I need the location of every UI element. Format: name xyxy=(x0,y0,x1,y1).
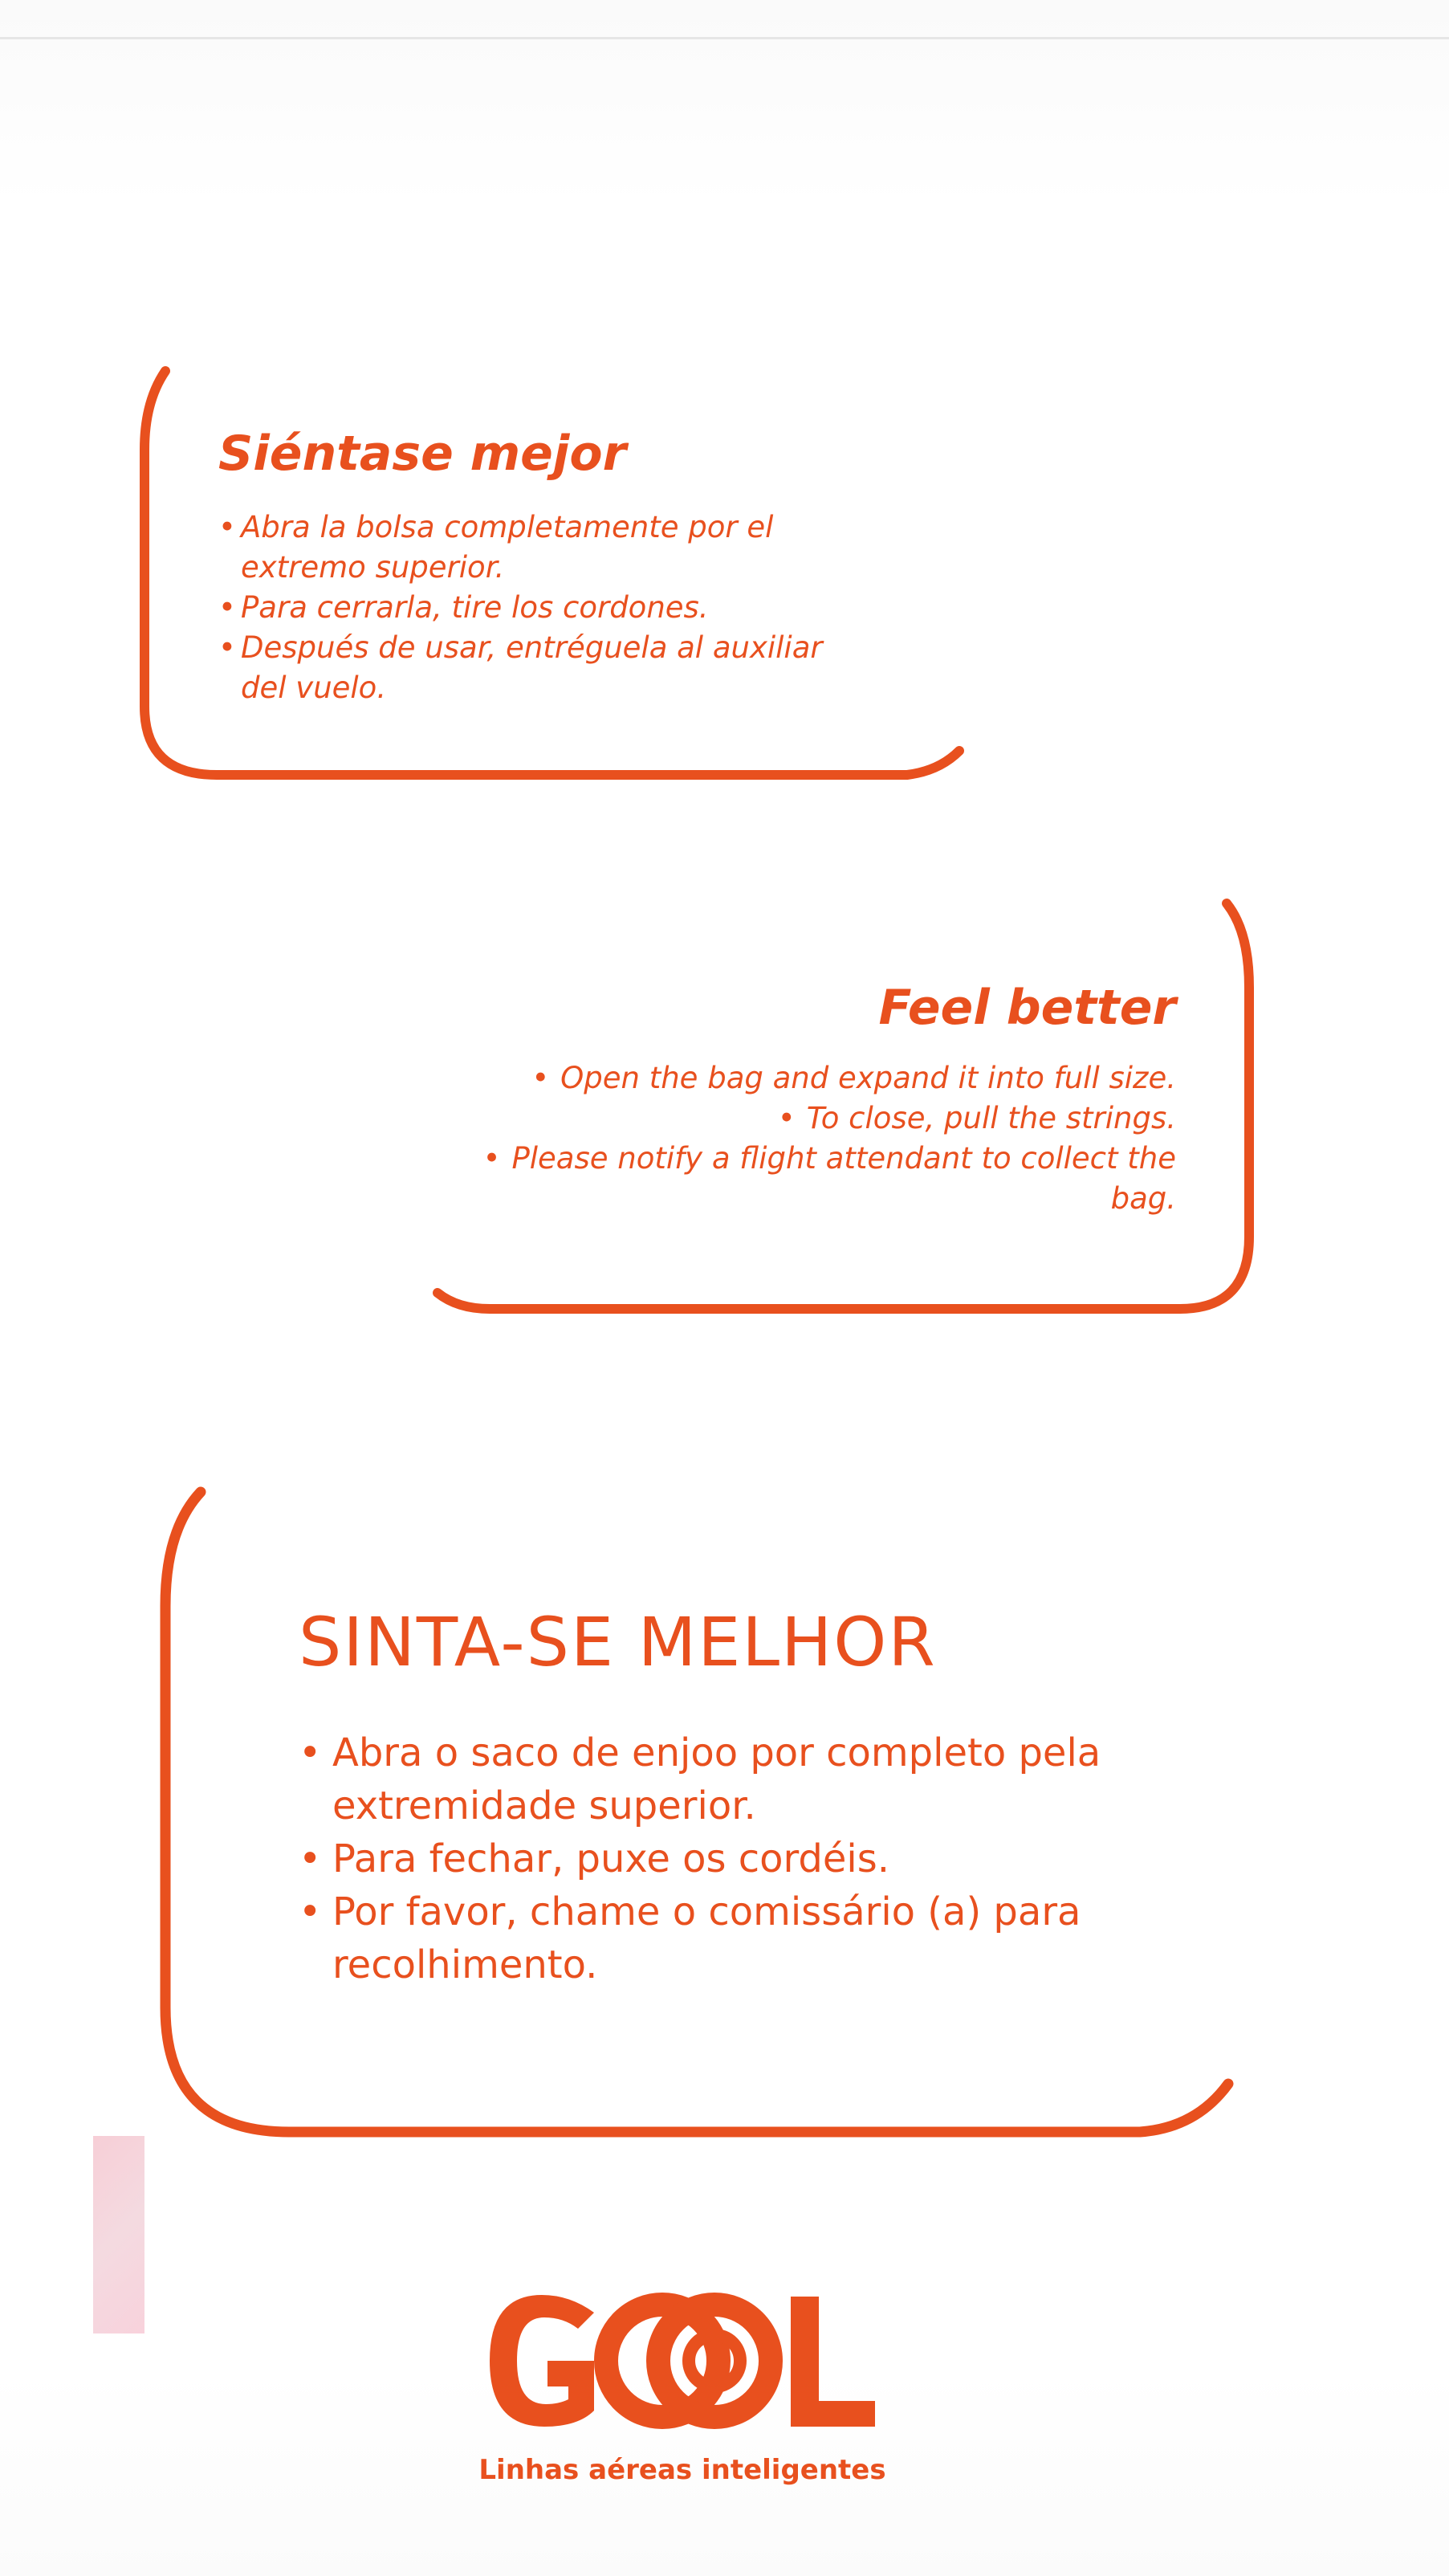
instruction-item xyxy=(450,1139,1176,1219)
instruction-list-pt xyxy=(299,1726,1125,1991)
panel-title-pt: SINTA-SE MELHOR xyxy=(299,1603,937,1681)
panel-portuguese xyxy=(299,1598,1125,1991)
bullet-icon: • xyxy=(531,1061,550,1095)
gol-logo-icon xyxy=(474,2280,891,2441)
instruction-text: To close, pull the strings. xyxy=(806,1101,1176,1135)
instruction-list-en xyxy=(450,1058,1176,1219)
instruction-item: • Abra la bolsa completamente por el extremo superior. xyxy=(218,507,828,588)
panel-english xyxy=(450,972,1176,1219)
bullet-icon: • xyxy=(482,1141,501,1176)
pink-sticker xyxy=(93,2136,144,2333)
instruction-item: • Por favor, chame o comissário (a) para recolhimento. xyxy=(299,1885,1125,1991)
instruction-text: Open the bag and expand it into full size. xyxy=(560,1061,1176,1095)
airline-logo xyxy=(474,2280,891,2489)
panel-title-es: Siéntase mejor xyxy=(218,426,627,482)
instruction-item: • Abra o saco de enjoo por completo pela extremidade superior. xyxy=(299,1726,1125,1832)
instruction-item: • Para cerrarla, tire los cordones. xyxy=(218,588,828,628)
panel-title-en: Feel better xyxy=(878,980,1176,1036)
instruction-item xyxy=(450,1098,1176,1139)
instruction-list-es xyxy=(218,507,828,708)
bullet-icon: • xyxy=(777,1101,796,1135)
instruction-item xyxy=(450,1058,1176,1098)
instruction-text: Please notify a flight attendant to collect the bag. xyxy=(511,1141,1176,1216)
panel-spanish xyxy=(218,418,828,708)
instruction-item: • Para fechar, puxe os cordéis. xyxy=(299,1832,1125,1885)
logo-tagline: Linhas aéreas inteligentes xyxy=(478,2454,886,2486)
instruction-item: • Después de usar, entréguela al auxiliar del vuelo. xyxy=(218,628,828,708)
